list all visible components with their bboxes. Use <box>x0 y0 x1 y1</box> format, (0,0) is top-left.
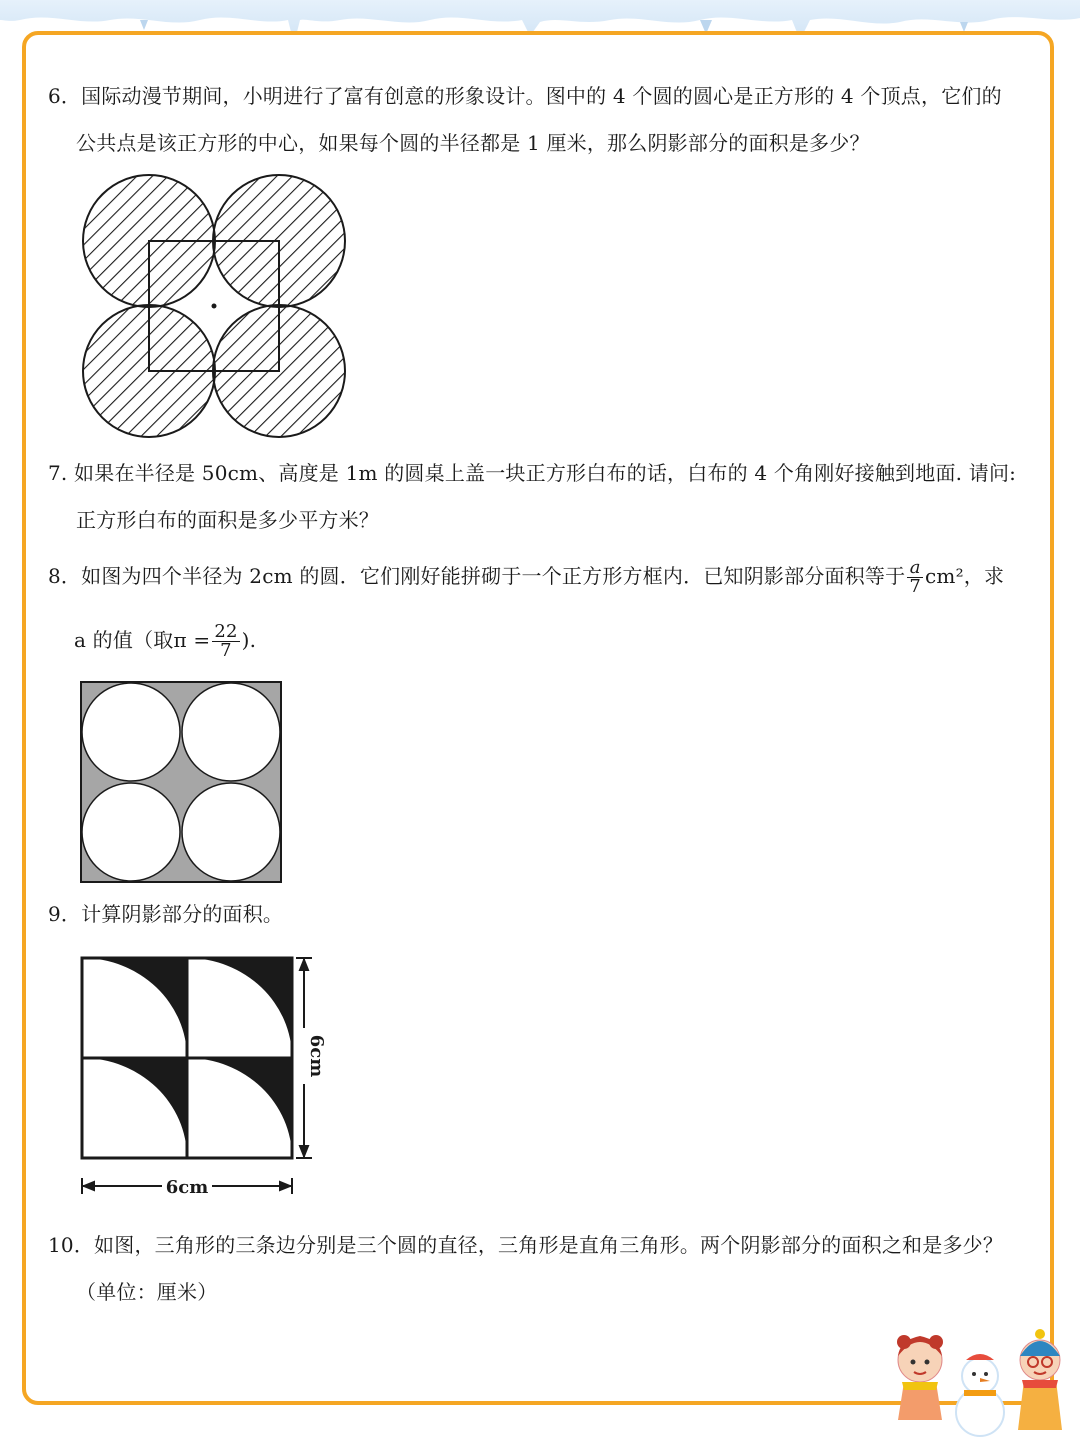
q7-line2: 正方形白布的面积是多少平方米？ <box>76 508 379 532</box>
q8-line2 <box>74 617 256 663</box>
q8-pi-numerator: 22 <box>214 621 238 642</box>
q8-pi-denominator: 7 <box>220 640 232 661</box>
q8-line2-end: ). <box>241 628 257 652</box>
q10-line2: （单位：厘米） <box>76 1280 218 1304</box>
q9-quarter-circles-figure <box>74 950 336 1202</box>
q9-right-dimension-label: 6cm <box>306 1034 327 1078</box>
q8-line2-text: a 的值（取π = <box>74 628 211 652</box>
q8-line1-text: 8．如图为四个半径为 2cm 的圆．它们刚好能拼砌于一个正方形方框内．已知阴影部分面积等于 <box>48 564 906 588</box>
q8-frac-numerator: a <box>907 559 923 578</box>
q10-line1: 10．如图，三角形的三条边分别是三个圆的直径，三角形是直角三角形。两个阴影部分的面积之和是多少？ <box>48 1233 1004 1257</box>
q6-four-circles-figure <box>78 172 350 440</box>
q8-frac-denominator: 7 <box>909 576 921 597</box>
q8-line1-unit: cm²，求 <box>925 564 1005 588</box>
q6-line2: 公共点是该正方形的中心，如果每个圆的半径都是 1 厘米，那么阴影部分的面积是多少？ <box>76 131 870 155</box>
q6-line1: 6．国际动漫节期间，小明进行了富有创意的形象设计。图中的 4 个圆的圆心是正方形的 4 个顶点，它们的 <box>48 84 1002 108</box>
q8-four-circles-in-square-figure <box>80 681 282 883</box>
q8-fraction-pi <box>212 623 239 660</box>
q8-line1 <box>48 553 1004 599</box>
q9-line1: 9．计算阴影部分的面积。 <box>48 902 284 926</box>
winter-kids-snowman-illustration-icon <box>880 1320 1080 1440</box>
q7-line1: 7. 如果在半径是 50cm、高度是 1m 的圆桌上盖一块正方形白布的话，白布的 4 个角刚好接触到地面. 请问: <box>48 461 1017 485</box>
q8-fraction-a-over-7 <box>907 559 923 596</box>
q9-bottom-dimension-label: 6cm <box>165 1177 209 1198</box>
